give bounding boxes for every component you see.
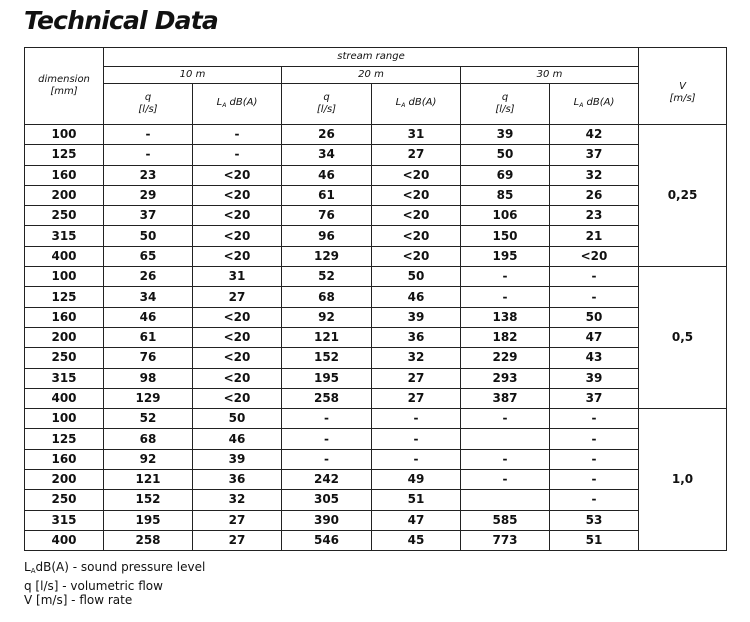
page-title: Technical Data — [24, 6, 218, 35]
q-30m-cell: 69 — [461, 165, 550, 185]
la-10m-cell: 50 — [193, 409, 282, 429]
velocity-header — [639, 48, 727, 125]
la-10m-cell: <20 — [193, 307, 282, 327]
la-10m-cell: <20 — [193, 206, 282, 226]
q-20m-cell: 61 — [282, 185, 372, 205]
q-10m-cell: 50 — [104, 226, 193, 246]
dimension-cell: 125 — [25, 287, 104, 307]
range-20m-header: 20 m — [282, 67, 461, 84]
q-20m-cell: - — [282, 429, 372, 449]
table-row — [25, 125, 727, 145]
table-row — [25, 530, 727, 550]
q-30m-cell: - — [461, 470, 550, 490]
la-30m-cell: 21 — [550, 226, 639, 246]
la-10m-cell: 46 — [193, 429, 282, 449]
q-20m-cell: 96 — [282, 226, 372, 246]
la-30m-cell: 51 — [550, 530, 639, 550]
q-10m-cell: - — [104, 125, 193, 145]
q-20m-cell: - — [282, 409, 372, 429]
q-10m-cell: 37 — [104, 206, 193, 226]
q-10m-cell: 61 — [104, 327, 193, 347]
la-10m-cell: 27 — [193, 287, 282, 307]
q-30m-cell: 50 — [461, 145, 550, 165]
la-30m-cell: - — [550, 429, 639, 449]
la-30m-cell: <20 — [550, 246, 639, 266]
q-10m-cell: 121 — [104, 470, 193, 490]
la-20m-cell: 36 — [372, 327, 461, 347]
table-row — [25, 246, 727, 266]
la-30m-cell: 23 — [550, 206, 639, 226]
la-30m-cell: 42 — [550, 125, 639, 145]
la-20m-cell: 51 — [372, 490, 461, 510]
table-row — [25, 388, 727, 408]
la-20m-cell: 32 — [372, 348, 461, 368]
q-10m-cell: 195 — [104, 510, 193, 530]
dimension-cell: 100 — [25, 125, 104, 145]
la-10m-cell: 27 — [193, 510, 282, 530]
la-20m-cell: 27 — [372, 388, 461, 408]
la-20m-cell: <20 — [372, 206, 461, 226]
q-20m-cell: - — [282, 449, 372, 469]
q-20m-cell: 258 — [282, 388, 372, 408]
q-header — [282, 84, 372, 125]
q-30m-cell: 150 — [461, 226, 550, 246]
dimension-cell: 100 — [25, 409, 104, 429]
dimension-cell: 200 — [25, 185, 104, 205]
q-10m-cell: 26 — [104, 267, 193, 287]
q-30m-cell: 387 — [461, 388, 550, 408]
q-20m-cell: 76 — [282, 206, 372, 226]
dimension-cell: 250 — [25, 206, 104, 226]
la-20m-cell: 39 — [372, 307, 461, 327]
q-30m-cell: 39 — [461, 125, 550, 145]
table-row — [25, 429, 727, 449]
q-10m-cell: - — [104, 145, 193, 165]
q-unit: [l/s] — [495, 104, 515, 115]
la-10m-cell: <20 — [193, 246, 282, 266]
la-10m-cell: 36 — [193, 470, 282, 490]
q-30m-cell: 293 — [461, 368, 550, 388]
la-20m-cell: 49 — [372, 470, 461, 490]
la-10m-cell: <20 — [193, 368, 282, 388]
la-20m-cell: - — [372, 449, 461, 469]
table-row — [25, 490, 727, 510]
table-row — [25, 145, 727, 165]
q-10m-cell: 65 — [104, 246, 193, 266]
q-10m-cell: 23 — [104, 165, 193, 185]
velocity-cell: 0,5 — [639, 267, 727, 409]
la-20m-cell: - — [372, 429, 461, 449]
velocity-cell: 1,0 — [639, 409, 727, 551]
legend — [24, 560, 205, 608]
la-30m-cell: - — [550, 287, 639, 307]
velocity-cell: 0,25 — [639, 125, 727, 267]
table-row — [25, 327, 727, 347]
table-row — [25, 185, 727, 205]
q-30m-cell: 195 — [461, 246, 550, 266]
q-10m-cell: 52 — [104, 409, 193, 429]
q-20m-cell: 195 — [282, 368, 372, 388]
q-label: q — [323, 92, 330, 103]
la-10m-cell: <20 — [193, 388, 282, 408]
la-30m-cell: 39 — [550, 368, 639, 388]
q-10m-cell: 258 — [104, 530, 193, 550]
q-10m-cell: 34 — [104, 287, 193, 307]
table-row — [25, 348, 727, 368]
dimension-cell: 315 — [25, 510, 104, 530]
la-20m-cell: <20 — [372, 226, 461, 246]
la-30m-cell: 26 — [550, 185, 639, 205]
table-row — [25, 409, 727, 429]
q-30m-cell: 585 — [461, 510, 550, 530]
q-20m-cell: 92 — [282, 307, 372, 327]
legend-volumetric-flow: q [l/s] - volumetric flow — [24, 578, 163, 593]
dimension-unit: [mm] — [50, 86, 78, 97]
q-10m-cell: 76 — [104, 348, 193, 368]
la-10m-cell: <20 — [193, 327, 282, 347]
q-10m-cell: 46 — [104, 307, 193, 327]
la-10m-cell: - — [193, 125, 282, 145]
dimension-cell: 400 — [25, 246, 104, 266]
q-30m-cell: - — [461, 409, 550, 429]
q-10m-cell: 152 — [104, 490, 193, 510]
q-30m-cell — [461, 429, 550, 449]
dimension-cell: 125 — [25, 429, 104, 449]
la-30m-cell: 43 — [550, 348, 639, 368]
q-20m-cell: 390 — [282, 510, 372, 530]
dimension-cell: 200 — [25, 470, 104, 490]
la-10m-cell: 27 — [193, 530, 282, 550]
la-30m-cell: - — [550, 490, 639, 510]
legend-sound-pressure: $L_AdB(A)$ - sound pressure level — [24, 560, 206, 575]
la-20m-cell: - — [372, 409, 461, 429]
q-20m-cell: 34 — [282, 145, 372, 165]
q-30m-cell: - — [461, 449, 550, 469]
la-20m-cell: 47 — [372, 510, 461, 530]
dimension-cell: 400 — [25, 530, 104, 550]
stream-range-header: stream range — [104, 48, 639, 67]
q-20m-cell: 68 — [282, 287, 372, 307]
q-30m-cell — [461, 490, 550, 510]
la-20m-cell: 45 — [372, 530, 461, 550]
sound-level-header: $L_A$ dB(A) — [193, 84, 282, 125]
dimension-cell: 200 — [25, 327, 104, 347]
table-row — [25, 165, 727, 185]
la-10m-cell: <20 — [193, 226, 282, 246]
technical-data-table — [24, 47, 727, 551]
la-10m-cell: - — [193, 145, 282, 165]
q-20m-cell: 52 — [282, 267, 372, 287]
q-20m-cell: 121 — [282, 327, 372, 347]
table-row — [25, 510, 727, 530]
la-30m-cell: 32 — [550, 165, 639, 185]
la-10m-cell: <20 — [193, 348, 282, 368]
q-10m-cell: 29 — [104, 185, 193, 205]
table-row — [25, 368, 727, 388]
table-row — [25, 267, 727, 287]
q-30m-cell: 229 — [461, 348, 550, 368]
q-20m-cell: 152 — [282, 348, 372, 368]
table-row — [25, 206, 727, 226]
la-20m-cell: <20 — [372, 185, 461, 205]
dimension-cell: 250 — [25, 490, 104, 510]
dimension-cell: 160 — [25, 165, 104, 185]
table-row — [25, 470, 727, 490]
legend-flow-rate: V [m/s] - flow rate — [24, 593, 133, 607]
q-10m-cell: 92 — [104, 449, 193, 469]
la-30m-cell: - — [550, 267, 639, 287]
q-20m-cell: 26 — [282, 125, 372, 145]
q-10m-cell: 68 — [104, 429, 193, 449]
q-10m-cell: 129 — [104, 388, 193, 408]
dimension-label: dimension — [38, 74, 90, 85]
table-row — [25, 226, 727, 246]
la-30m-cell: 50 — [550, 307, 639, 327]
dimension-cell: 160 — [25, 307, 104, 327]
q-unit: [l/s] — [316, 104, 337, 115]
q-30m-cell: - — [461, 287, 550, 307]
la-30m-cell: - — [550, 449, 639, 469]
q-30m-cell: 182 — [461, 327, 550, 347]
la-20m-cell: 27 — [372, 368, 461, 388]
la-20m-cell: 50 — [372, 267, 461, 287]
velocity-label: V — [679, 81, 686, 92]
q-20m-cell: 242 — [282, 470, 372, 490]
la-10m-cell: <20 — [193, 165, 282, 185]
la-30m-cell: 47 — [550, 327, 639, 347]
table-row — [25, 449, 727, 469]
la-20m-cell: 31 — [372, 125, 461, 145]
velocity-unit: [m/s] — [669, 93, 696, 104]
dimension-cell: 100 — [25, 267, 104, 287]
la-20m-cell: <20 — [372, 165, 461, 185]
la-20m-cell: <20 — [372, 246, 461, 266]
q-label: q — [501, 92, 509, 103]
dimension-cell: 400 — [25, 388, 104, 408]
q-label: q — [144, 92, 152, 103]
la-10m-cell: 39 — [193, 449, 282, 469]
la-10m-cell: 31 — [193, 267, 282, 287]
range-30m-header: 30 m — [461, 67, 639, 84]
q-30m-cell: 106 — [461, 206, 550, 226]
table-row — [25, 307, 727, 327]
la-30m-cell: 37 — [550, 388, 639, 408]
la-30m-cell: - — [550, 470, 639, 490]
q-header — [461, 84, 550, 125]
q-20m-cell: 546 — [282, 530, 372, 550]
dimension-header — [25, 48, 104, 125]
q-unit: [l/s] — [138, 104, 158, 115]
q-10m-cell: 98 — [104, 368, 193, 388]
la-20m-cell: 27 — [372, 145, 461, 165]
la-10m-cell: 32 — [193, 490, 282, 510]
la-30m-cell: 53 — [550, 510, 639, 530]
range-10m-header: 10 m — [104, 67, 282, 84]
la-30m-cell: - — [550, 409, 639, 429]
dimension-cell: 315 — [25, 368, 104, 388]
la-10m-cell: <20 — [193, 185, 282, 205]
q-30m-cell: 85 — [461, 185, 550, 205]
la-30m-cell: 37 — [550, 145, 639, 165]
q-30m-cell: 138 — [461, 307, 550, 327]
sound-level-header: $L_A$ dB(A) — [372, 84, 461, 125]
q-20m-cell: 46 — [282, 165, 372, 185]
table-row — [25, 287, 727, 307]
la-20m-cell: 46 — [372, 287, 461, 307]
q-20m-cell: 305 — [282, 490, 372, 510]
q-30m-cell: 773 — [461, 530, 550, 550]
q-20m-cell: 129 — [282, 246, 372, 266]
dimension-cell: 250 — [25, 348, 104, 368]
dimension-cell: 315 — [25, 226, 104, 246]
q-header — [104, 84, 193, 125]
dimension-cell: 160 — [25, 449, 104, 469]
sound-level-header: $L_A$ dB(A) — [550, 84, 639, 125]
q-30m-cell: - — [461, 267, 550, 287]
dimension-cell: 125 — [25, 145, 104, 165]
